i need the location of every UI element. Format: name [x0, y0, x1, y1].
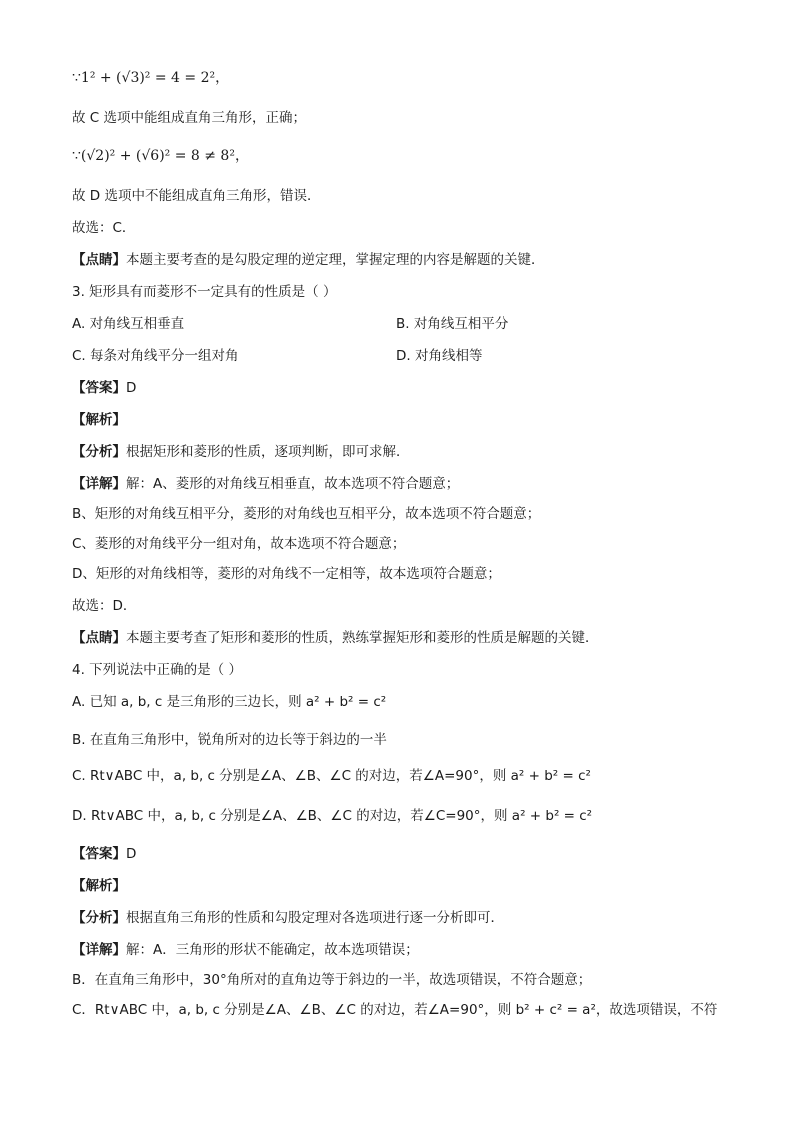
detail-line: B、矩形的对角线互相平分，菱形的对角线也互相平分，故本选项不符合题意； — [72, 506, 541, 522]
text-line: 故选：D． — [72, 598, 137, 614]
section-tag: 【答案】 — [72, 846, 126, 862]
section-tag: 【解析】 — [72, 412, 126, 428]
detail-line: B．在直角三角形中，30°角所对的直角边等于斜边的一半，故选项错误，不符合题意； — [72, 972, 592, 988]
section-tag: 【答案】 — [72, 380, 126, 396]
section-tag: 【点睛】 — [72, 630, 126, 646]
option-c: C. Rt∨ABC 中，a, b, c 分别是∠A、∠B、∠C 的对边，若∠A=90°，则 a² + b² = c² — [72, 768, 591, 784]
analysis-header — [72, 410, 126, 430]
option-d: D. 对角线相等 — [396, 348, 483, 364]
option-d: D. Rt∨ABC 中，a, b, c 分别是∠A、∠B、∠C 的对边，若∠C=90°，则 a² + b² = c² — [72, 808, 593, 824]
option-a: A. 已知 a, b, c 是三角形的三边长，则 a² + b² = c² — [72, 694, 387, 710]
text-line: 故 D 选项中不能组成直角三角形，错误． — [72, 188, 321, 204]
analysis-line: 【分析】根据矩形和菱形的性质，逐项判断，即可求解． — [72, 444, 410, 460]
comment-line: 【点睛】本题主要考查了矩形和菱形的性质，熟练掌握矩形和菱形的性质是解题的关键． — [72, 630, 599, 646]
section-tag: 【分析】 — [72, 444, 126, 460]
section-tag: 【点睛】 — [72, 252, 126, 268]
question-stem: 4. 下列说法中正确的是（ ） — [72, 662, 242, 678]
answer-line: 【答案】D — [72, 846, 137, 862]
math-line: ∵(√2)² + (√6)² = 8 ≠ 8²， — [72, 148, 249, 164]
text-line: 故 C 选项中能组成直角三角形，正确； — [72, 110, 307, 126]
text-line: 故选：C． — [72, 220, 136, 236]
answer-line: 【答案】D — [72, 380, 137, 396]
section-tag: 【解析】 — [72, 878, 126, 894]
math-line: ∵1² + (√3)² = 4 = 2²， — [72, 70, 230, 86]
question-stem: 3. 矩形具有而菱形不一定具有的性质是（ ） — [72, 284, 337, 300]
option-b: B. 在直角三角形中，锐角所对的边长等于斜边的一半 — [72, 732, 387, 748]
section-tag: 【分析】 — [72, 910, 126, 926]
option-b: B. 对角线互相平分 — [396, 316, 509, 332]
detail-line: 【详解】解：A．三角形的形状不能确定，故本选项错误； — [72, 942, 419, 958]
detail-line: 【详解】解：A、菱形的对角线互相垂直，故本选项不符合题意； — [72, 476, 460, 492]
section-tag: 【详解】 — [72, 942, 126, 958]
detail-line: C、菱形的对角线平分一组对角，故本选项不符合题意； — [72, 536, 406, 552]
option-c: C. 每条对角线平分一组对角 — [72, 348, 239, 364]
option-a: A. 对角线互相垂直 — [72, 316, 185, 332]
analysis-line: 【分析】根据直角三角形的性质和勾股定理对各选项进行逐一分析即可． — [72, 910, 504, 926]
analysis-header — [72, 876, 126, 896]
detail-line: C．Rt∨ABC 中，a, b, c 分别是∠A、∠B、∠C 的对边，若∠A=90°，则 b² + c² = a²，故选项错误，不符 — [72, 1002, 718, 1018]
section-tag: 【详解】 — [72, 476, 126, 492]
detail-line: D、矩形的对角线相等，菱形的对角线不一定相等，故本选项符合题意； — [72, 566, 501, 582]
comment-line: 【点睛】本题主要考查的是勾股定理的逆定理，掌握定理的内容是解题的关键． — [72, 252, 545, 268]
